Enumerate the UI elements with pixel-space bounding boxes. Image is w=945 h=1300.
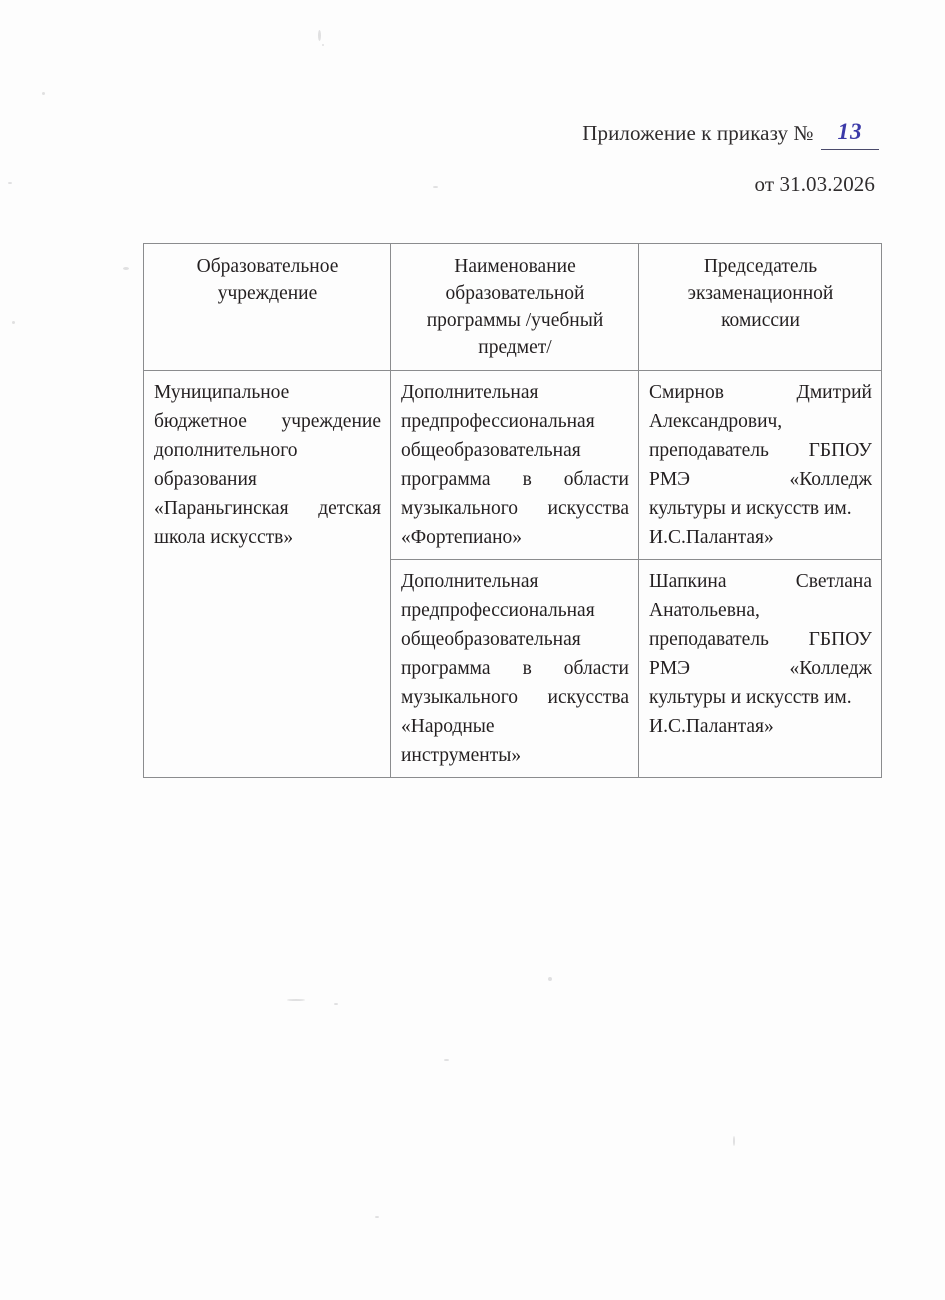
text-line: дополнительного <box>154 440 298 461</box>
appendix-label: Приложение к приказу № <box>582 121 814 145</box>
scan-speckle <box>318 30 321 41</box>
cell-chairperson <box>639 371 882 560</box>
scan-speckle <box>287 999 305 1001</box>
header-line: учреждение <box>217 283 318 304</box>
header-line: Председатель <box>703 256 818 277</box>
text-line: бюджетное учреждение <box>154 411 381 432</box>
text-line: музыкального искусства <box>401 498 629 519</box>
commission-table <box>143 243 882 778</box>
scan-speckle <box>42 92 45 95</box>
column-header-institution <box>144 244 391 371</box>
text-line: культуры и искусств им. <box>649 687 852 708</box>
scan-speckle <box>123 267 129 270</box>
text-line: инструменты» <box>401 745 522 766</box>
scan-speckle <box>12 321 15 324</box>
table-header-row <box>144 244 882 371</box>
text-line: Дополнительная <box>401 571 539 592</box>
table-row <box>144 371 882 560</box>
order-number-field <box>819 120 881 146</box>
scan-speckle <box>444 1059 449 1061</box>
column-header-chairperson <box>639 244 882 371</box>
header-line: Образовательное <box>196 256 339 277</box>
header-line: комиссии <box>721 310 800 331</box>
text-line: «Народные <box>401 716 495 737</box>
header-line: предмет/ <box>478 337 552 358</box>
text-line: школа искусств» <box>154 527 294 548</box>
text-line: культуры и искусств им. <box>649 498 852 519</box>
header-line: Наименование <box>454 256 576 277</box>
appendix-title-line <box>0 120 881 146</box>
text-line: «Параньгинская детская <box>154 498 381 519</box>
text-line: Дополнительная <box>401 382 539 403</box>
text-line: Анатольевна, <box>649 600 760 621</box>
text-line: «Фортепиано» <box>401 527 523 548</box>
text-line: И.С.Палантая» <box>649 716 774 737</box>
text-line: предпрофессиональная <box>401 411 595 432</box>
order-number-underline <box>821 149 879 150</box>
order-date: от 31.03.2026 <box>754 172 875 197</box>
appendix-header <box>0 120 881 197</box>
header-line: образовательной <box>445 283 585 304</box>
text-line: преподаватель ГБПОУ <box>649 629 872 650</box>
text-line: РМЭ «Колледж <box>649 658 872 679</box>
text-line: предпрофессиональная <box>401 600 595 621</box>
text-line: Муниципальное <box>154 382 290 403</box>
text-line: программа в области <box>401 658 629 679</box>
text-line: Шапкина Светлана <box>649 571 872 592</box>
cell-chairperson <box>639 560 882 778</box>
scan-speckle <box>322 44 324 46</box>
cell-program <box>391 371 639 560</box>
scan-speckle <box>548 977 552 981</box>
text-line: музыкального искусства <box>401 687 629 708</box>
text-line: общеобразовательная <box>401 440 581 461</box>
header-line: программы /учебный <box>426 310 604 331</box>
header-line: экзаменационной <box>687 283 834 304</box>
cell-program <box>391 560 639 778</box>
column-header-program <box>391 244 639 371</box>
scan-speckle <box>334 1003 338 1005</box>
cell-institution <box>144 371 391 778</box>
order-number-handwritten: 13 <box>837 119 863 144</box>
table-header <box>144 244 882 371</box>
text-line: Александрович, <box>649 411 783 432</box>
text-line: РМЭ «Колледж <box>649 469 872 490</box>
table-body <box>144 371 882 778</box>
scan-speckle <box>733 1136 735 1146</box>
text-line: образования <box>154 469 257 490</box>
text-line: преподаватель ГБПОУ <box>649 440 872 461</box>
text-line: И.С.Палантая» <box>649 527 774 548</box>
scan-speckle <box>375 1216 379 1218</box>
text-line: программа в области <box>401 469 629 490</box>
text-line: Смирнов Дмитрий <box>649 382 872 403</box>
text-line: общеобразовательная <box>401 629 581 650</box>
